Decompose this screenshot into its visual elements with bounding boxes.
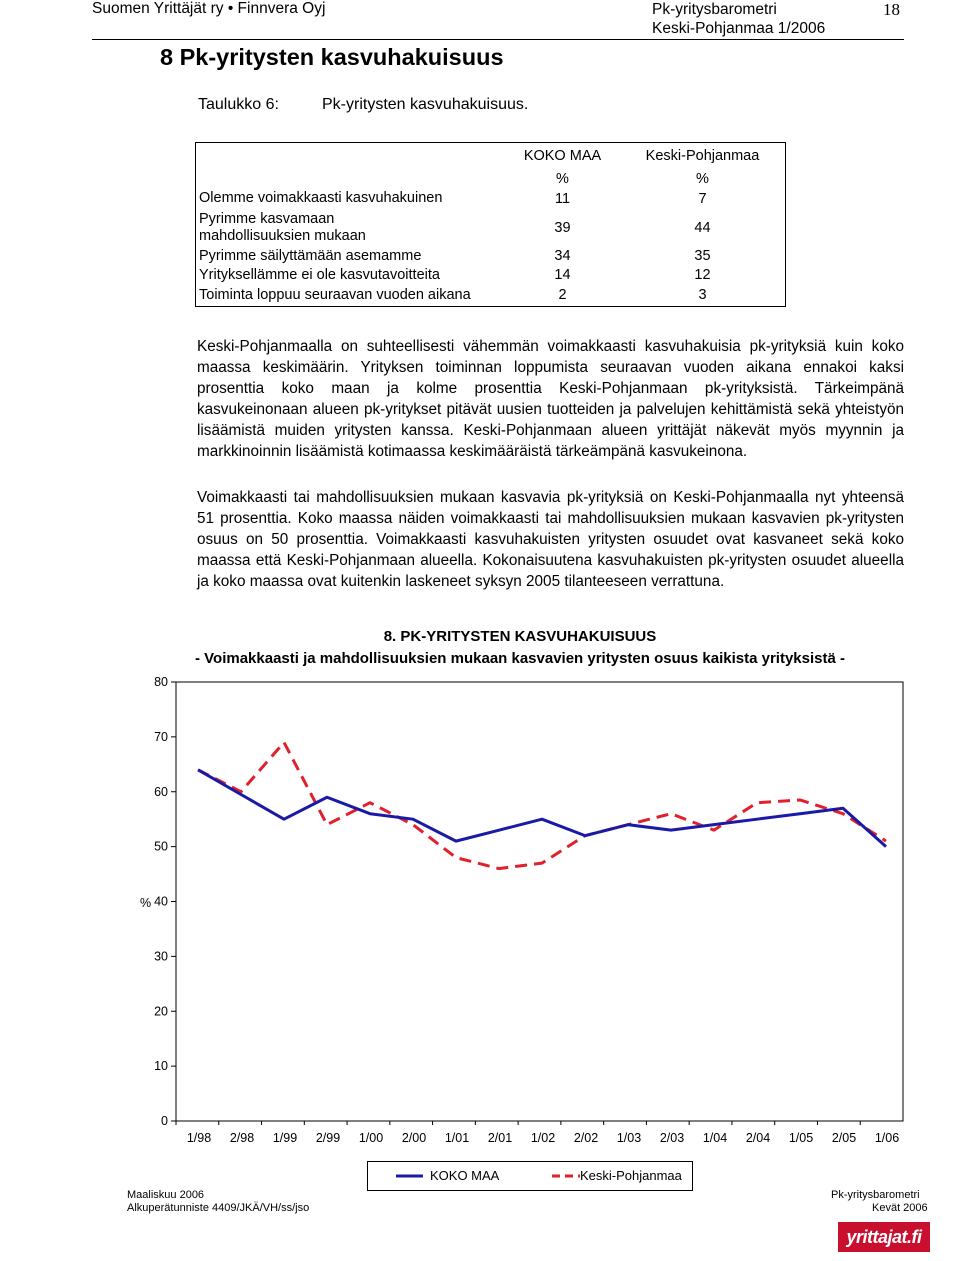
x-tick-label: 1/05 — [788, 1131, 814, 1145]
row-value-koko-maa: 34 — [554, 248, 571, 264]
row-value-koko-maa: 39 — [554, 219, 571, 236]
table-unit: % — [696, 170, 709, 187]
table-col-header: KOKO MAA — [523, 147, 602, 164]
row-label: Pyrimme kasvamaan mahdollisuuksien mukaan — [199, 210, 366, 244]
row-value-keski-pohjanmaa: 7 — [698, 190, 707, 207]
x-tick-label: 2/05 — [831, 1131, 857, 1145]
table-col-header: Keski-Pohjanmaa — [645, 147, 760, 164]
footer-report-name: Pk-yritysbarometri — [831, 1189, 920, 1201]
page-number: 18 — [883, 0, 900, 19]
section-title: 8 Pk-yritysten kasvuhakuisuus — [160, 44, 504, 70]
legend-label-keski-pohjanmaa: Keski-Pohjanmaa — [580, 1168, 682, 1183]
row-value-keski-pohjanmaa: 35 — [694, 248, 711, 264]
row-value-keski-pohjanmaa: 44 — [694, 219, 711, 236]
series-line-keski-pohjanmaa — [198, 742, 886, 868]
y-axis-label: % — [140, 896, 152, 910]
table-unit: % — [556, 170, 569, 187]
x-tick-label: 2/03 — [659, 1131, 685, 1145]
x-tick-label: 1/99 — [272, 1131, 298, 1145]
y-tick-label: 30 — [154, 949, 168, 964]
header-report-name: Pk-yritysbarometri — [652, 1, 777, 18]
footer-season: Kevät 2006 — [872, 1202, 928, 1214]
x-tick-label: 1/98 — [186, 1131, 212, 1145]
x-tick-label: 2/99 — [315, 1131, 341, 1145]
row-label: Olemme voimakkaasti kasvuhakuinen — [199, 190, 443, 206]
y-tick-label: 50 — [154, 839, 168, 854]
x-tick-label: 2/01 — [487, 1131, 513, 1145]
table-caption-text: Pk-yritysten kasvuhakuisuus. — [322, 96, 529, 113]
footer-date: Maaliskuu 2006 — [127, 1189, 205, 1201]
x-tick-label: 2/00 — [401, 1131, 427, 1145]
x-tick-label: 2/98 — [229, 1131, 255, 1145]
x-tick-label: 2/02 — [573, 1131, 599, 1145]
body-paragraph-2: Voimakkaasti tai mahdollisuuksien mukaan kasvavia pk-yrityksiä on Keski-Pohjanmaalla nyt yhteensä 51 prosenttia. Koko maassa näiden voimakkaasti tai mahdollisuuksien mukaan kasvavien pk-yritysten osuus on 50 prosenttia. Voimakkaasti kasvuhakuisten yritysten osuudet ovat kasvaneet sekä koko maassa että Keski-Pohjanmaan alueella. Kokonaisuutena kasvuhakuisten pk-yritysten osuudet alueella ja koko maassa ovat kuitenkin laskeneet syksyn 2005 tilanteeseen verrattuna. — [197, 489, 904, 590]
row-label: Pyrimme säilyttämään asemamme — [199, 247, 422, 264]
x-tick-label: 1/00 — [358, 1131, 384, 1145]
yrittajat-logo: yrittajat.fi — [838, 1222, 930, 1252]
row-label: Yrityksellämme ei ole kasvutavoitteita — [199, 266, 440, 283]
footer-reference: Alkuperätunniste 4409/JKÄ/VH/ss/jso — [127, 1202, 310, 1214]
y-tick-label: 20 — [154, 1004, 168, 1019]
y-tick-label: 40 — [154, 894, 168, 909]
row-value-koko-maa: 11 — [554, 190, 571, 207]
x-tick-label: 1/01 — [444, 1131, 470, 1145]
x-tick-label: 1/03 — [616, 1131, 642, 1145]
row-value-koko-maa: 2 — [558, 287, 567, 304]
row-label: Toiminta loppuu seuraavan vuoden aikana — [199, 286, 471, 303]
row-value-keski-pohjanmaa: 12 — [694, 267, 711, 283]
legend-label-koko-maa: KOKO MAA — [430, 1168, 500, 1183]
x-tick-label: 1/06 — [874, 1131, 900, 1145]
table-caption-label: Taulukko 6: — [198, 96, 279, 113]
header-publisher: Suomen Yrittäjät ry • Finnvera Oyj — [92, 0, 326, 17]
chart-legend — [367, 1161, 693, 1191]
header-report-edition: Keski-Pohjanmaa 1/2006 — [652, 20, 826, 37]
row-value-keski-pohjanmaa: 3 — [698, 287, 707, 304]
x-tick-label: 2/04 — [745, 1131, 771, 1145]
row-value-koko-maa: 14 — [554, 267, 571, 283]
body-paragraph-1: Keski-Pohjanmaalla on suhteellisesti vähemmän voimakkaasti kasvuhakuisia pk-yrityksiä kuin koko maassa keskimäärin. Yrityksen toiminnan loppumista seuraavan vuoden aikana ennakoi kaksi prosenttia koko maan ja kolme prosenttia Keski-Pohjanmaan pk-yrityksistä. Tärkeimpänä kasvukeinonaan alueen pk-yritykset pitävät uusien tuotteiden ja palvelujen kehittämistä sekä yhteistyön lisäämistä muiden yritysten kanssa. Keski-Pohjanmaan alueen yrittäjät näkevät myös myynnin ja markkinoinnin lisäämistä kotimaassa keskimääräistä tärkeämpänä kasvukeinona. — [197, 338, 904, 460]
y-tick-label: 60 — [154, 784, 168, 799]
series-line-koko-maa — [198, 770, 886, 847]
y-tick-label: 70 — [154, 729, 168, 744]
y-tick-label: 10 — [154, 1059, 168, 1074]
chart-title: 8. PK-YRITYSTEN KASVUHAKUISUUS — [383, 628, 657, 645]
x-tick-label: 1/02 — [530, 1131, 556, 1145]
y-tick-label: 0 — [161, 1114, 168, 1128]
plot-area — [176, 682, 903, 1121]
chart-subtitle: - Voimakkaasti ja mahdollisuuksien mukaan kasvavien yritysten osuus kaikista yrityksistä - — [194, 650, 846, 667]
y-tick-label: 80 — [154, 675, 168, 689]
x-tick-label: 1/04 — [702, 1131, 728, 1145]
